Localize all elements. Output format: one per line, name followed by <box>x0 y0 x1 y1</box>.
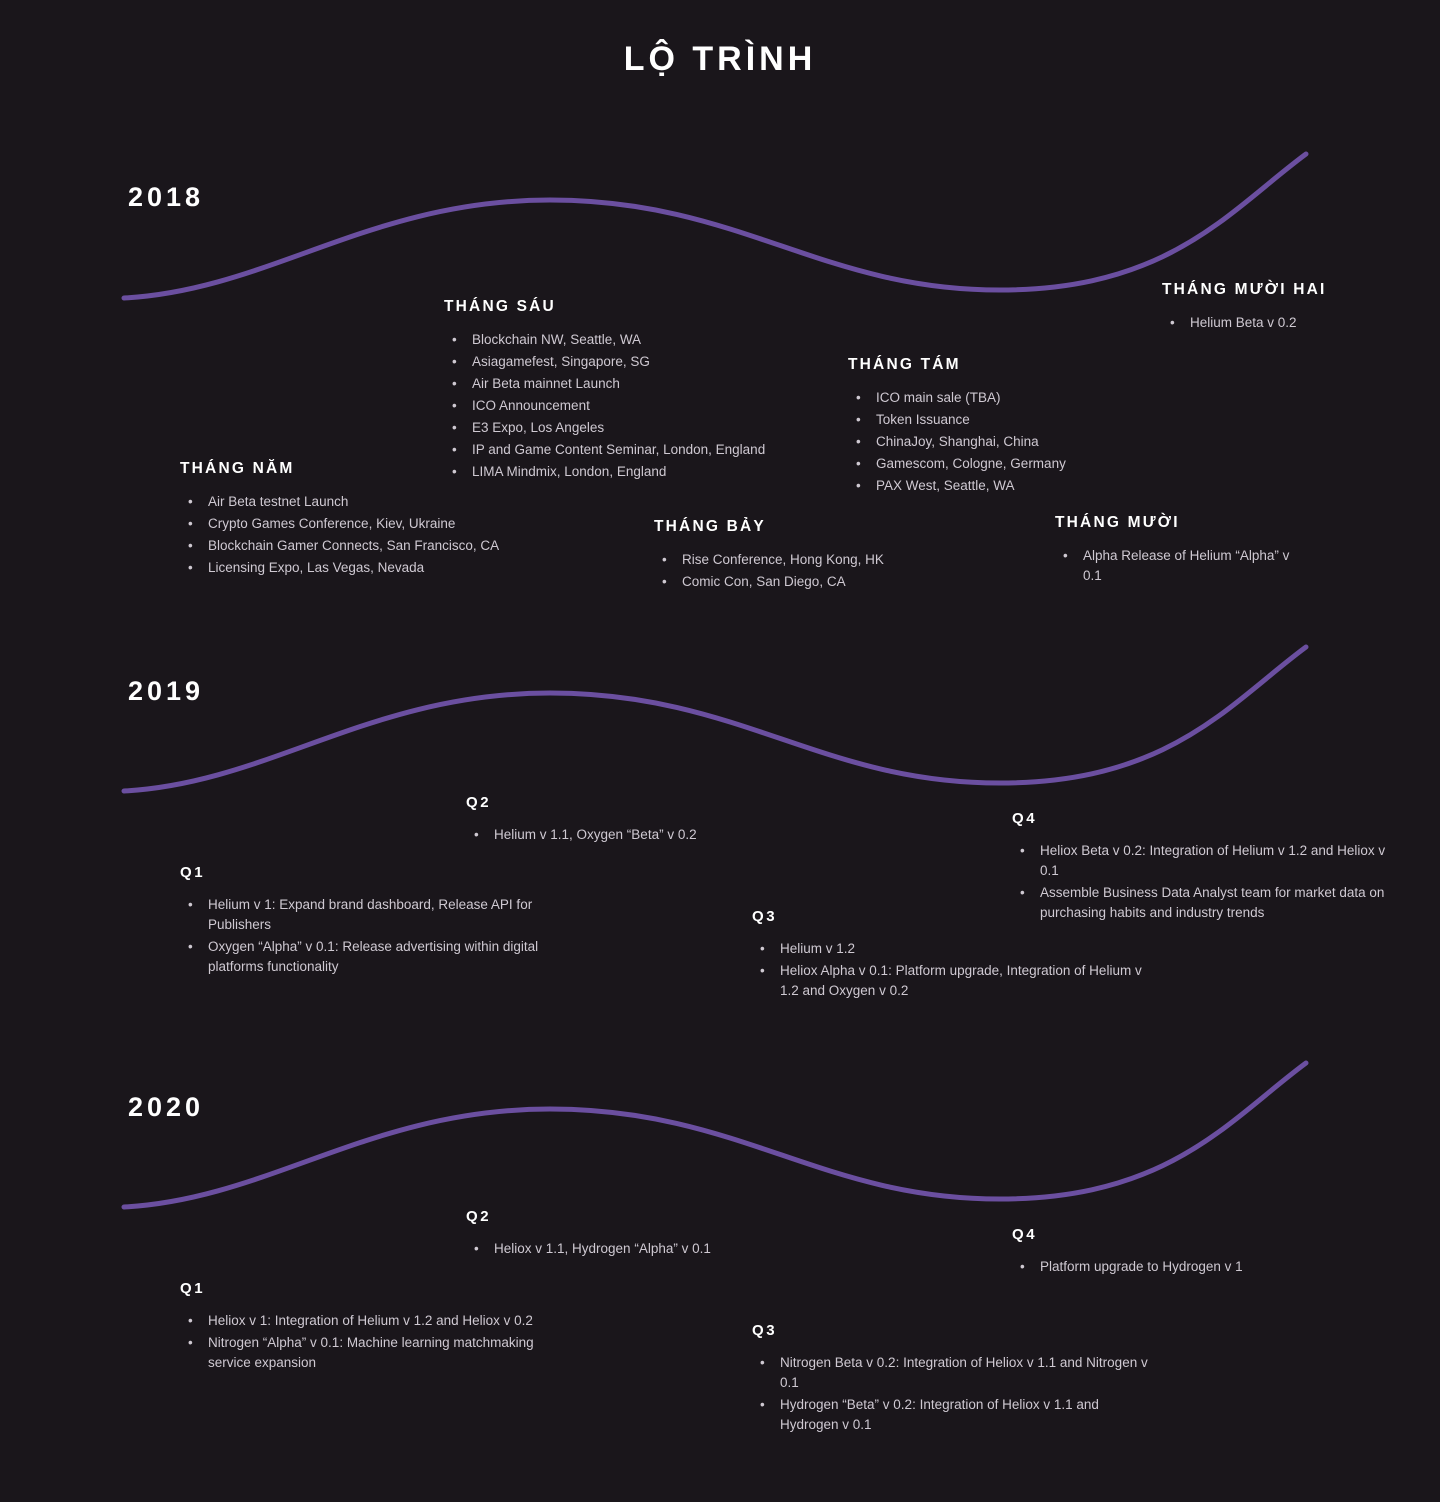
list-item: • Rise Conference, Hong Kong, HK <box>654 550 984 570</box>
milestone-items <box>180 1311 580 1373</box>
milestone-title: Q4 <box>1012 1226 1038 1243</box>
page-title: LỘ TRÌNH <box>623 40 817 78</box>
list-item: • Platform upgrade to Hydrogen v 1 <box>1012 1257 1392 1277</box>
milestone-block-thang-bay <box>654 518 984 594</box>
list-item: • ICO Announcement <box>444 396 864 416</box>
list-item: • Blockchain NW, Seattle, WA <box>444 330 864 350</box>
milestone-items <box>654 550 984 592</box>
milestone-block-thang-muoi-hai <box>1162 281 1422 335</box>
milestone-title: Q2 <box>466 1208 492 1225</box>
milestone-block-2019-q2 <box>466 794 866 847</box>
milestone-items <box>1055 546 1305 586</box>
milestone-title: THÁNG SÁU <box>444 298 556 315</box>
list-item: • Heliox v 1: Integration of Helium v 1.2 and Heliox v 0.2 <box>180 1311 580 1331</box>
list-item: • Nitrogen Beta v 0.2: Integration of Heliox v 1.1 and Nitrogen v 0.1 <box>752 1353 1152 1393</box>
milestone-items <box>752 1353 1152 1435</box>
list-item: • IP and Game Content Seminar, London, England <box>444 440 864 460</box>
year-label-2020: 2020 <box>128 1092 205 1122</box>
milestone-items <box>1162 313 1422 333</box>
milestone-title: THÁNG BẢY <box>654 518 766 535</box>
milestone-title: THÁNG TÁM <box>848 356 961 373</box>
milestone-block-2020-q4 <box>1012 1226 1392 1279</box>
milestone-block-2019-q1 <box>180 864 580 979</box>
milestone-title: Q4 <box>1012 810 1038 827</box>
milestone-items <box>1012 1257 1392 1277</box>
milestone-block-thang-sau <box>444 298 864 484</box>
milestone-items <box>180 895 580 977</box>
timeline-wave-2020 <box>120 1049 1310 1229</box>
milestone-title: THÁNG NĂM <box>180 460 295 477</box>
milestone-title: Q3 <box>752 1322 778 1339</box>
milestone-title: THÁNG MƯỜI <box>1055 514 1180 531</box>
list-item: • Crypto Games Conference, Kiev, Ukraine <box>180 514 580 534</box>
list-item: • Air Beta mainnet Launch <box>444 374 864 394</box>
list-item: • Token Issuance <box>848 410 1148 430</box>
timeline-wave-2018 <box>120 140 1310 320</box>
milestone-title: Q1 <box>180 1280 206 1297</box>
list-item: • LIMA Mindmix, London, England <box>444 462 864 482</box>
timeline-wave-2019 <box>120 633 1310 813</box>
milestone-block-thang-tam <box>848 356 1148 498</box>
list-item: • Gamescom, Cologne, Germany <box>848 454 1148 474</box>
milestone-block-2020-q3 <box>752 1322 1152 1437</box>
milestone-items <box>1012 841 1392 923</box>
milestone-title: Q3 <box>752 908 778 925</box>
list-item: • Hydrogen “Beta” v 0.2: Integration of Heliox v 1.1 and Hydrogen v 0.1 <box>752 1395 1152 1435</box>
list-item: • Heliox v 1.1, Hydrogen “Alpha” v 0.1 <box>466 1239 866 1259</box>
list-item: • Blockchain Gamer Connects, San Francisco, CA <box>180 536 580 556</box>
milestone-block-thang-muoi <box>1055 514 1305 588</box>
milestone-items <box>848 388 1148 496</box>
list-item: • Heliox Beta v 0.2: Integration of Helium v 1.2 and Heliox v 0.1 <box>1012 841 1392 881</box>
list-item: • PAX West, Seattle, WA <box>848 476 1148 496</box>
list-item: • Licensing Expo, Las Vegas, Nevada <box>180 558 580 578</box>
milestone-block-2020-q1 <box>180 1280 580 1375</box>
list-item: • E3 Expo, Los Angeles <box>444 418 864 438</box>
milestone-title: THÁNG MƯỜI HAI <box>1162 281 1327 298</box>
year-label-2018: 2018 <box>128 182 205 212</box>
milestone-items <box>466 825 866 845</box>
milestone-title: Q2 <box>466 794 492 811</box>
milestone-items <box>466 1239 866 1259</box>
milestone-items <box>752 939 1152 1001</box>
list-item: • Helium Beta v 0.2 <box>1162 313 1422 333</box>
list-item: • Comic Con, San Diego, CA <box>654 572 984 592</box>
list-item: • Helium v 1: Expand brand dashboard, Release API for Publishers <box>180 895 580 935</box>
list-item: • ChinaJoy, Shanghai, China <box>848 432 1148 452</box>
list-item: • Oxygen “Alpha” v 0.1: Release advertising within digital platforms functionality <box>180 937 580 977</box>
list-item: • Helium v 1.2 <box>752 939 1152 959</box>
list-item: • Air Beta testnet Launch <box>180 492 580 512</box>
milestone-title: Q1 <box>180 864 206 881</box>
list-item: • Helium v 1.1, Oxygen “Beta” v 0.2 <box>466 825 866 845</box>
milestone-block-2019-q4 <box>1012 810 1392 925</box>
year-label-2019: 2019 <box>128 676 205 706</box>
list-item: • ICO main sale (TBA) <box>848 388 1148 408</box>
milestone-block-2020-q2 <box>466 1208 866 1261</box>
list-item: • Alpha Release of Helium “Alpha” v 0.1 <box>1055 546 1305 586</box>
milestone-items <box>180 492 580 578</box>
list-item: • Nitrogen “Alpha” v 0.1: Machine learning matchmaking service expansion <box>180 1333 580 1373</box>
milestone-items <box>444 330 864 482</box>
list-item: • Assemble Business Data Analyst team for market data on purchasing habits and industry trends <box>1012 883 1392 923</box>
list-item: • Asiagamefest, Singapore, SG <box>444 352 864 372</box>
list-item: • Heliox Alpha v 0.1: Platform upgrade, Integration of Helium v 1.2 and Oxygen v 0.2 <box>752 961 1152 1001</box>
